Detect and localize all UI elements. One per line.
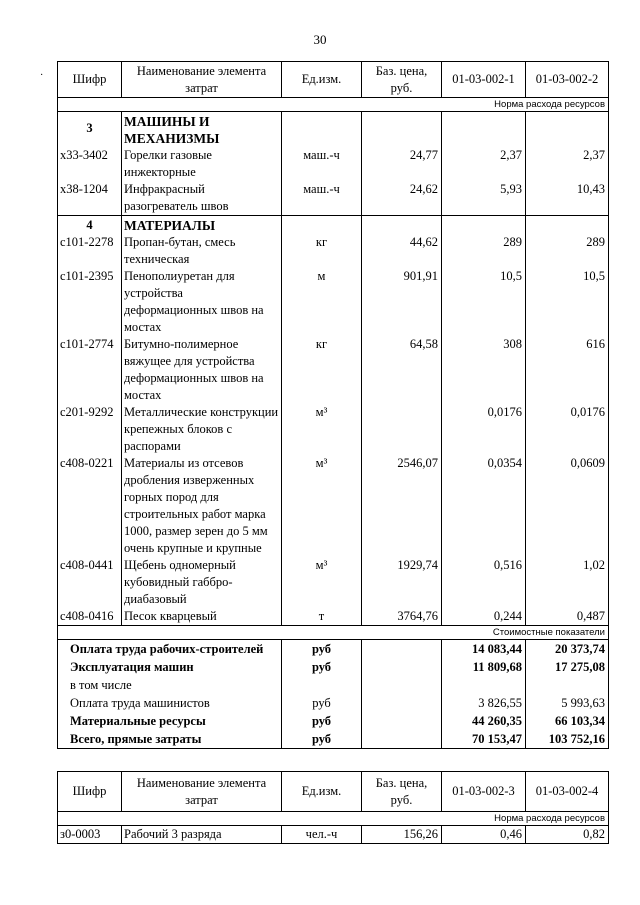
- cost-unit: руб: [282, 730, 362, 749]
- row-v1: 308: [442, 336, 526, 404]
- cost-name: Всего, прямые затраты: [58, 730, 282, 749]
- row-code: с201-9292: [58, 404, 122, 455]
- empty-cell: [362, 640, 442, 659]
- section-title: МАТЕРИАЛЫ: [122, 216, 282, 235]
- cost-name: Оплата труда машинистов: [58, 694, 282, 712]
- row-unit: кг: [282, 234, 362, 268]
- row-price: 64,58: [362, 336, 442, 404]
- row-unit: м³: [282, 404, 362, 455]
- row-price: 24,77: [362, 147, 442, 181]
- row-v2: 0,82: [526, 826, 609, 844]
- header2-col2: 01-03-002-4: [526, 772, 609, 812]
- row-unit: кг: [282, 336, 362, 404]
- row-name: Горелки газовые инжекторные: [122, 147, 282, 181]
- empty-cell: [362, 658, 442, 676]
- row-code: х33-3402: [58, 147, 122, 181]
- row-price: 44,62: [362, 234, 442, 268]
- table-row: [58, 147, 609, 181]
- empty-cell: [442, 112, 526, 148]
- row-unit: чел.-ч: [282, 826, 362, 844]
- row-code: с101-2278: [58, 234, 122, 268]
- header-col2: 01-03-002-2: [526, 62, 609, 98]
- cost-row: [58, 676, 609, 694]
- empty-cell: [362, 112, 442, 148]
- cost-row: [58, 730, 609, 749]
- empty-cell: [362, 730, 442, 749]
- row-unit: м: [282, 268, 362, 336]
- row-name: Рабочий 3 разряда: [122, 826, 282, 844]
- row-unit: т: [282, 608, 362, 626]
- cost-v1: [442, 676, 526, 694]
- row-unit: м³: [282, 455, 362, 557]
- empty-cell: [362, 676, 442, 694]
- header2-unit: Ед.изм.: [282, 772, 362, 812]
- table-row: [58, 455, 609, 557]
- table-row: [58, 608, 609, 626]
- cost-unit: руб: [282, 640, 362, 659]
- row-code: з0-0003: [58, 826, 122, 844]
- cost-name: Оплата труда рабочих-строителей: [58, 640, 282, 659]
- row-price: 1929,74: [362, 557, 442, 608]
- cost-name: в том числе: [58, 676, 282, 694]
- costs-section: [58, 640, 609, 749]
- cost-v1: 70 153,47: [442, 730, 526, 749]
- cost-v1: 44 260,35: [442, 712, 526, 730]
- row-name: Материалы из отсевов дробления изверженных горных пород для строительных работ марка 1000, размер зерен до 5 мм очень крупные и крупные: [122, 455, 282, 557]
- cost-v1: 14 083,44: [442, 640, 526, 659]
- empty-cell: [526, 112, 609, 148]
- header2-code: Шифр: [58, 772, 122, 812]
- empty-cell: [362, 216, 442, 235]
- row-price: 2546,07: [362, 455, 442, 557]
- row-price: 156,26: [362, 826, 442, 844]
- row-v2: 10,5: [526, 268, 609, 336]
- table-row: [58, 826, 609, 844]
- empty-cell: [362, 694, 442, 712]
- row-name: Битумно-полимерное вяжущее для устройства деформационных швов на мостах: [122, 336, 282, 404]
- row-v1: 2,37: [442, 147, 526, 181]
- row-code: с408-0416: [58, 608, 122, 626]
- empty-cell: [442, 216, 526, 235]
- cost-v2: 66 103,34: [526, 712, 609, 730]
- section-title: МАШИНЫ И МЕХАНИЗМЫ: [122, 112, 282, 148]
- row-price: 901,91: [362, 268, 442, 336]
- cost-unit: руб: [282, 694, 362, 712]
- section-number: 3: [58, 112, 122, 148]
- row-v1: 0,46: [442, 826, 526, 844]
- cost-row: [58, 658, 609, 676]
- norm-label-2: Норма расхода ресурсов: [58, 812, 609, 826]
- row-name: Металлические конструкции крепежных блоков с распорами: [122, 404, 282, 455]
- table-row: [58, 234, 609, 268]
- table-row: [58, 404, 609, 455]
- header-price: Баз. цена, руб.: [362, 62, 442, 98]
- cost-row: [58, 712, 609, 730]
- cost-v2: 17 275,08: [526, 658, 609, 676]
- cost-row: [58, 640, 609, 659]
- cost-name: Материальные ресурсы: [58, 712, 282, 730]
- row-v1: 0,0354: [442, 455, 526, 557]
- row-unit: маш.-ч: [282, 181, 362, 216]
- empty-cell: [282, 112, 362, 148]
- empty-cell: [362, 712, 442, 730]
- cost-v2: [526, 676, 609, 694]
- row-v2: 0,0176: [526, 404, 609, 455]
- row-name: Щебень одномерный кубовидный габбро-диабазовый: [122, 557, 282, 608]
- empty-cell: [282, 216, 362, 235]
- row-v2: 1,02: [526, 557, 609, 608]
- norm-label: Норма расхода ресурсов: [58, 98, 609, 112]
- header2-col1: 01-03-002-3: [442, 772, 526, 812]
- page-number: 30: [313, 32, 327, 47]
- table-row: [58, 557, 609, 608]
- row-code: с408-0221: [58, 455, 122, 557]
- row-v2: 10,43: [526, 181, 609, 216]
- row-price: 24,62: [362, 181, 442, 216]
- table-row: [58, 336, 609, 404]
- cost-name: Эксплуатация машин: [58, 658, 282, 676]
- row-name: Инфракрасный разогреватель швов: [122, 181, 282, 216]
- cost-v2: 20 373,74: [526, 640, 609, 659]
- row-v2: 0,0609: [526, 455, 609, 557]
- row-code: х38-1204: [58, 181, 122, 216]
- machines-section: [58, 112, 609, 216]
- section-header-row: [58, 216, 609, 235]
- cost-v1: 11 809,68: [442, 658, 526, 676]
- row-v2: 0,487: [526, 608, 609, 626]
- header-code: Шифр: [58, 62, 122, 98]
- cost-unit: руб: [282, 712, 362, 730]
- row-v2: 2,37: [526, 147, 609, 181]
- row-code: с101-2395: [58, 268, 122, 336]
- row-code: с101-2774: [58, 336, 122, 404]
- cost-unit: руб: [282, 658, 362, 676]
- header-col1: 01-03-002-1: [442, 62, 526, 98]
- row-price: 3764,76: [362, 608, 442, 626]
- row-unit: м³: [282, 557, 362, 608]
- cost-unit: [282, 676, 362, 694]
- section-number: 4: [58, 216, 122, 235]
- row-name: Песок кварцевый: [122, 608, 282, 626]
- row-code: с408-0441: [58, 557, 122, 608]
- row-name: Пенополиуретан для устройства деформационных швов на мостах: [122, 268, 282, 336]
- row-unit: маш.-ч: [282, 147, 362, 181]
- cost-label: Стоимостные показатели: [58, 626, 609, 640]
- header-name: Наименование элемента затрат: [122, 62, 282, 98]
- cost-row: [58, 694, 609, 712]
- row-price: [362, 404, 442, 455]
- margin-mark: ·: [40, 70, 44, 81]
- row-v2: 289: [526, 234, 609, 268]
- cost-v2: 103 752,16: [526, 730, 609, 749]
- cost-v2: 5 993,63: [526, 694, 609, 712]
- header2-price: Баз. цена, руб.: [362, 772, 442, 812]
- header2-name: Наименование элемента затрат: [122, 772, 282, 812]
- row-v2: 616: [526, 336, 609, 404]
- table-row: [58, 181, 609, 216]
- resource-table-1: [57, 61, 609, 749]
- cost-v1: 3 826,55: [442, 694, 526, 712]
- header-unit: Ед.изм.: [282, 62, 362, 98]
- section-header-row: [58, 112, 609, 148]
- empty-cell: [526, 216, 609, 235]
- row-name: Пропан-бутан, смесь техническая: [122, 234, 282, 268]
- row-v1: 0,0176: [442, 404, 526, 455]
- row-v1: 289: [442, 234, 526, 268]
- table-row: [58, 268, 609, 336]
- row-v1: 5,93: [442, 181, 526, 216]
- materials-section: [58, 216, 609, 626]
- row-v1: 10,5: [442, 268, 526, 336]
- row-v1: 0,516: [442, 557, 526, 608]
- resource-table-2: [57, 771, 609, 844]
- row-v1: 0,244: [442, 608, 526, 626]
